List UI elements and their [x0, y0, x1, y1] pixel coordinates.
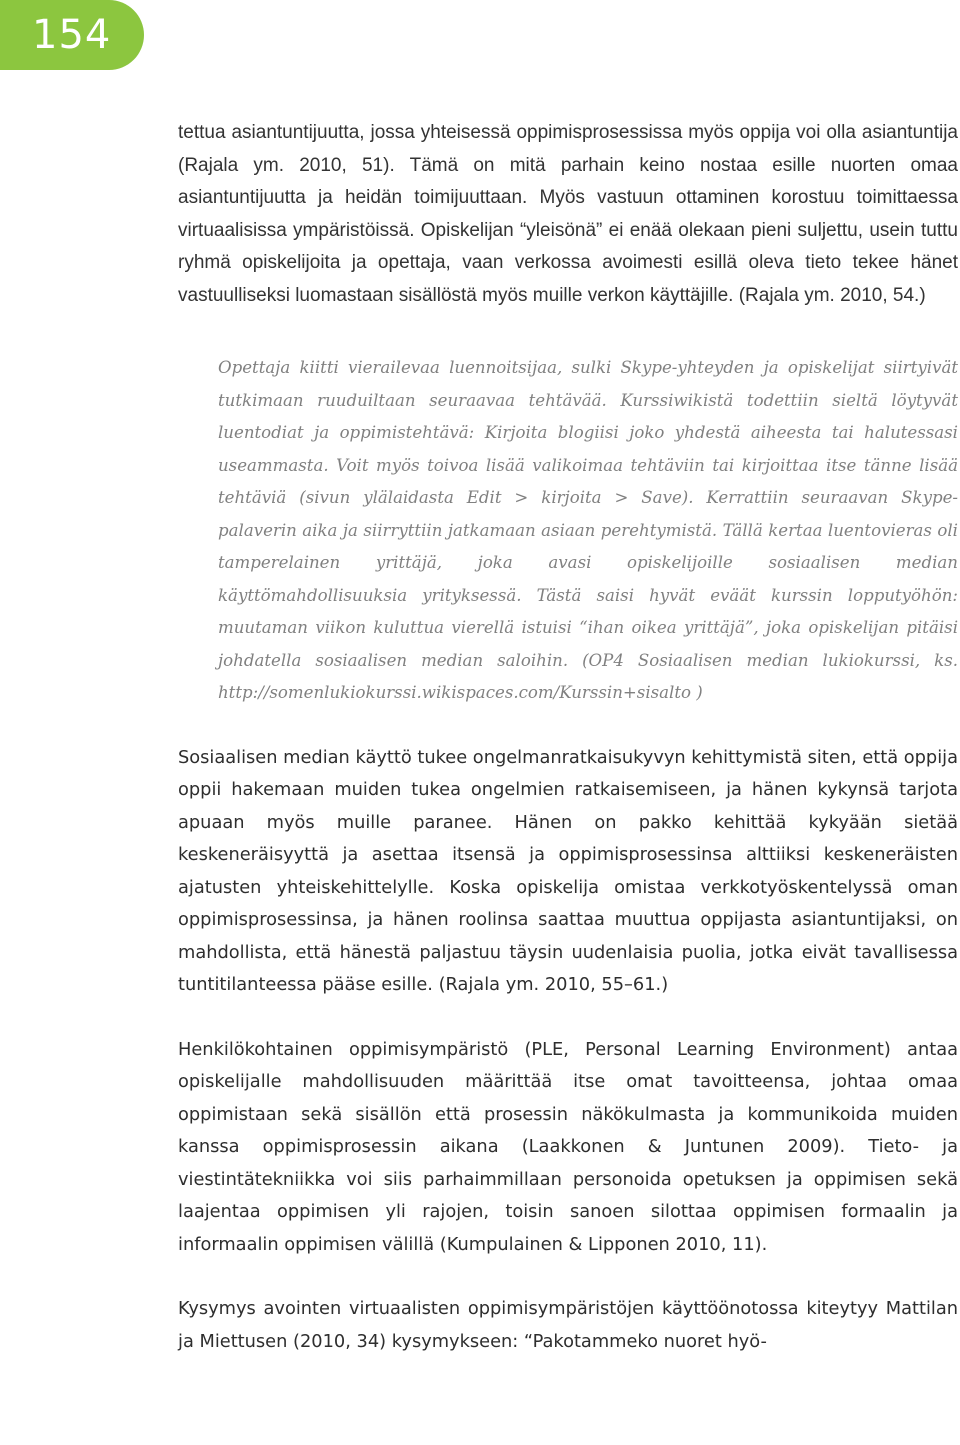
page-content	[178, 117, 958, 1358]
paragraph-intro: tettua asiantuntijuutta, jossa yhteisessä oppimisprosessissa myös oppija voi olla asiantuntija (Rajala ym. 2010, 51). Tämä on mitä parhain keino nostaa esille nuorten omaa asiantuntijuutta ja heidän toimijuuttaan. Myös vastuun ottaminen korostuu toimittaessa virtuaalisissa ympäristöissä. Opiskelijan “yleisönä” ei enää olekaan pieni suljettu, usein tuttu ryhmä opiskelijoita ja opettaja, vaan verkossa avoimesti esillä oleva tieto tekee hänet vastuulliseksi luomastaan sisällöstä myös muille verkon käyttäjille. (Rajala ym. 2010, 54.)	[178, 122, 958, 306]
example-quote: Opettaja kiitti vierailevaa luennoitsijaa, sulki Skype-yhteyden ja opiskelijat siirtyivät tutkimaan ruuduiltaan seuraavaa tehtävää. Kurssiwikistä todettiin sieltä löytyvät luentodiat ja oppimistehtävä: Kirjoita blogiisi joko yhdestä aiheesta tai halutessasi useammasta. Voit myös toivoa lisää valikoimaa tehtäviin tai kirjoittaa itse tänne lisää tehtäviä (sivun ylälaidasta Edit > kirjoita > Save). Kerrattiin seuraavan Skype-palaverin aika ja siirryttiin jatkamaan asiaan perehtymistä. Tällä kertaa luentovieras oli tamperelainen yrittäjä, joka avasi opiskelijoille sosiaalisen median käyttömahdollisuuksia yrityksessä. Tästä saisi hyvät eväät kurssin lopputyöhön: muutaman viikon kuluttua vierellä istuisi “ihan oikea yrittäjä”, joka opiskelijan pitäisi johdatella sosiaalisen median saloihin. (OP4 Sosiaalisen median lukiokurssi, ks. http://somenlukiokurssi.wikispaces.com/Kurssin+sisalto )	[218, 358, 958, 702]
page-number: 154	[32, 12, 112, 58]
paragraph-question: Kysymys avointen virtuaalisten oppimisympäristöjen käyttöönotossa kiteytyy Mattilan ja Miettusen (2010, 34) kysymykseen: “Pakotammeko nuoret hyö-	[178, 1298, 958, 1352]
paragraph-ple: Henkilökohtainen oppimisympäristö (PLE, Personal Learning Environment) antaa opiskelijalle mahdollisuuden määrittää itse omat tavoitteensa, johtaa omaa oppimistaan sekä sisällön että prosessin näkökulmasta ja kommunikoida muiden kanssa oppimisprosessin aikana (Laakkonen & Juntunen 2009). Tieto- ja viestintätekniikka voi siis parhaimmillaan personoida opetuksen ja oppimisen sekä laajentaa oppimisen yli rajojen, toisin sanoen silottaa oppimisen formaalin ja informaalin oppimisen välillä (Kumpulainen & Lipponen 2010, 11).	[178, 1038, 958, 1255]
page-number-badge	[0, 0, 144, 70]
paragraph-social-media: Sosiaalisen median käyttö tukee ongelmanratkaisukyvyn kehittymistä siten, että oppija oppii hakemaan muiden tukea ongelmien ratkaisemiseen, ja hänen kykynsä tarjota apuaan myös muille paranee. Hänen on pakko kehittää kykyään sietää keskeneräisyyttä ja asettaa itsensä ja oppimisprosessinsa alttiiksi keskeneräisten ajatusten yhteiskehittelylle. Koska opiskelija omistaa verkkotyöskentelyssä oman oppimisprosessinsa, ja hänen roolinsa saattaa muuttua oppijasta asiantuntijaksi, on mahdollista, että hänestä paljastuu täysin uudenlaisia puolia, jotka eivät tavallisessa tuntitilanteessa pääse esille. (Rajala ym. 2010, 55–61.)	[178, 746, 958, 995]
